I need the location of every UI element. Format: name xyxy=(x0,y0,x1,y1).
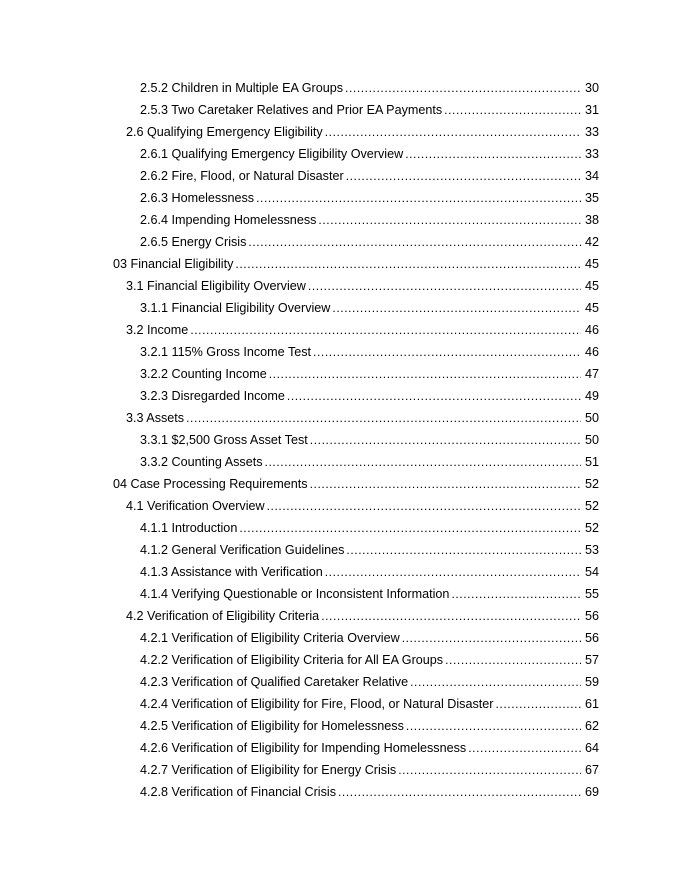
toc-dot-leader xyxy=(313,341,581,363)
toc-dot-leader xyxy=(256,187,581,209)
toc-entry-title: 3.2.1 115% Gross Income Test xyxy=(140,345,312,359)
toc-page-number: 57 xyxy=(584,653,599,667)
table-of-contents xyxy=(0,77,680,803)
toc-dot-leader xyxy=(265,451,581,473)
toc-entry[interactable] xyxy=(140,429,680,451)
toc-dot-leader xyxy=(444,99,581,121)
toc-dot-leader xyxy=(325,121,581,143)
toc-entry-title: 2.6.5 Energy Crisis xyxy=(140,235,247,249)
toc-page-number: 67 xyxy=(584,763,599,777)
toc-page-number: 61 xyxy=(584,697,599,711)
toc-page-number: 64 xyxy=(584,741,599,755)
toc-entry-title: 4.2.2 Verification of Eligibility Criteria for All EA Groups xyxy=(140,653,444,667)
toc-entry[interactable] xyxy=(113,473,680,495)
toc-dot-leader xyxy=(398,759,581,781)
toc-dot-leader xyxy=(235,253,581,275)
toc-page-number: 46 xyxy=(584,323,599,337)
toc-page-number: 47 xyxy=(584,367,599,381)
toc-entry-title: 2.6.1 Qualifying Emergency Eligibility Overview xyxy=(140,147,404,161)
toc-page-number: 52 xyxy=(584,499,599,513)
toc-entry[interactable] xyxy=(126,407,680,429)
toc-entry-title: 3.2.3 Disregarded Income xyxy=(140,389,285,403)
toc-entry[interactable] xyxy=(140,99,680,121)
toc-dot-leader xyxy=(318,209,581,231)
toc-entry-title: 4.1 Verification Overview xyxy=(126,499,265,513)
toc-page-number: 55 xyxy=(584,587,599,601)
toc-page-number: 59 xyxy=(584,675,599,689)
toc-entry[interactable] xyxy=(140,385,680,407)
toc-dot-leader xyxy=(495,693,581,715)
toc-dot-leader xyxy=(310,473,581,495)
toc-dot-leader xyxy=(239,517,581,539)
toc-entry-title: 3.3 Assets xyxy=(126,411,185,425)
toc-page-number: 62 xyxy=(584,719,599,733)
toc-entry-title: 4.2 Verification of Eligibility Criteria xyxy=(126,609,320,623)
toc-entry-title: 2.6.4 Impending Homelessness xyxy=(140,213,317,227)
toc-entry-title: 4.2.7 Verification of Eligibility for Energy Crisis xyxy=(140,763,397,777)
toc-page-number: 49 xyxy=(584,389,599,403)
toc-entry-title: 3.3.2 Counting Assets xyxy=(140,455,263,469)
toc-dot-leader xyxy=(186,407,581,429)
toc-page-number: 53 xyxy=(584,543,599,557)
toc-page-number: 33 xyxy=(584,147,599,161)
toc-entry-title: 4.2.6 Verification of Eligibility for Impending Homelessness xyxy=(140,741,467,755)
toc-dot-leader xyxy=(451,583,581,605)
toc-dot-leader xyxy=(346,539,581,561)
toc-entry[interactable] xyxy=(140,143,680,165)
toc-entry[interactable] xyxy=(126,121,680,143)
toc-entry[interactable] xyxy=(140,781,680,803)
toc-page-number: 45 xyxy=(584,279,599,293)
toc-entry[interactable] xyxy=(140,77,680,99)
toc-entry-title: 3.2.2 Counting Income xyxy=(140,367,267,381)
toc-dot-leader xyxy=(468,737,581,759)
toc-entry-title: 2.6 Qualifying Emergency Eligibility xyxy=(126,125,323,139)
toc-page-number: 52 xyxy=(584,477,599,491)
toc-entry[interactable] xyxy=(140,341,680,363)
toc-entry[interactable] xyxy=(140,363,680,385)
toc-entry[interactable] xyxy=(140,649,680,671)
toc-dot-leader xyxy=(325,561,581,583)
toc-entry[interactable] xyxy=(140,165,680,187)
toc-entry-title: 2.6.3 Homelessness xyxy=(140,191,255,205)
toc-page-number: 45 xyxy=(584,257,599,271)
toc-dot-leader xyxy=(321,605,581,627)
toc-page-number: 45 xyxy=(584,301,599,315)
toc-entry[interactable] xyxy=(140,517,680,539)
toc-page-number: 50 xyxy=(584,433,599,447)
toc-entry-title: 4.1.4 Verifying Questionable or Inconsistent Information xyxy=(140,587,450,601)
toc-dot-leader xyxy=(308,275,581,297)
toc-entry[interactable] xyxy=(140,297,680,319)
toc-page-number: 31 xyxy=(584,103,599,117)
toc-entry-title: 3.1.1 Financial Eligibility Overview xyxy=(140,301,331,315)
toc-entry[interactable] xyxy=(140,209,680,231)
toc-dot-leader xyxy=(190,319,581,341)
toc-dot-leader xyxy=(406,715,581,737)
toc-entry-title: 4.2.1 Verification of Eligibility Criteria Overview xyxy=(140,631,400,645)
toc-entry[interactable] xyxy=(140,561,680,583)
toc-entry-title: 4.2.3 Verification of Qualified Caretaker Relative xyxy=(140,675,409,689)
toc-dot-leader xyxy=(267,495,581,517)
toc-dot-leader xyxy=(287,385,581,407)
toc-entry[interactable] xyxy=(140,187,680,209)
toc-entry[interactable] xyxy=(140,451,680,473)
toc-entry[interactable] xyxy=(126,495,680,517)
toc-page-number: 38 xyxy=(584,213,599,227)
toc-entry-title: 4.1.2 General Verification Guidelines xyxy=(140,543,345,557)
toc-entry[interactable] xyxy=(126,605,680,627)
toc-page-number: 54 xyxy=(584,565,599,579)
toc-page-number: 42 xyxy=(584,235,599,249)
toc-entry[interactable] xyxy=(140,539,680,561)
toc-dot-leader xyxy=(332,297,581,319)
toc-page-number: 34 xyxy=(584,169,599,183)
toc-entry-title: 4.2.5 Verification of Eligibility for Homelessness xyxy=(140,719,404,733)
toc-dot-leader xyxy=(345,77,581,99)
toc-entry[interactable] xyxy=(126,275,680,297)
toc-page-number: 52 xyxy=(584,521,599,535)
toc-entry[interactable] xyxy=(140,231,680,253)
toc-entry-title: 4.1.1 Introduction xyxy=(140,521,238,535)
toc-page-number: 51 xyxy=(584,455,599,469)
toc-entry-title: 2.6.2 Fire, Flood, or Natural Disaster xyxy=(140,169,344,183)
toc-entry[interactable] xyxy=(140,671,680,693)
toc-dot-leader xyxy=(248,231,581,253)
toc-page-number: 50 xyxy=(584,411,599,425)
toc-entry-title: 3.1 Financial Eligibility Overview xyxy=(126,279,306,293)
toc-dot-leader xyxy=(269,363,581,385)
toc-page-number: 33 xyxy=(584,125,599,139)
toc-entry-title: 04 Case Processing Requirements xyxy=(113,477,308,491)
toc-entry[interactable] xyxy=(113,253,680,275)
toc-entry[interactable] xyxy=(140,759,680,781)
toc-entry-title: 4.2.8 Verification of Financial Crisis xyxy=(140,785,336,799)
toc-entry[interactable] xyxy=(140,737,680,759)
toc-dot-leader xyxy=(410,671,581,693)
toc-page-number: 46 xyxy=(584,345,599,359)
toc-dot-leader xyxy=(338,781,581,803)
toc-entry-title: 2.5.2 Children in Multiple EA Groups xyxy=(140,81,344,95)
toc-dot-leader xyxy=(405,143,581,165)
toc-dot-leader xyxy=(310,429,581,451)
toc-page-number: 30 xyxy=(584,81,599,95)
toc-page-number: 56 xyxy=(584,609,599,623)
toc-dot-leader xyxy=(346,165,581,187)
toc-page-number: 69 xyxy=(584,785,599,799)
toc-entry-title: 4.2.4 Verification of Eligibility for Fire, Flood, or Natural Disaster xyxy=(140,697,494,711)
toc-page-number: 35 xyxy=(584,191,599,205)
toc-entry[interactable] xyxy=(140,693,680,715)
toc-entry-title: 03 Financial Eligibility xyxy=(113,257,234,271)
toc-page-number: 56 xyxy=(584,631,599,645)
toc-entry-title: 4.1.3 Assistance with Verification xyxy=(140,565,323,579)
toc-entry-title: 3.3.1 $2,500 Gross Asset Test xyxy=(140,433,308,447)
toc-entry[interactable] xyxy=(140,627,680,649)
toc-entry-title: 3.2 Income xyxy=(126,323,189,337)
toc-entry[interactable] xyxy=(140,583,680,605)
toc-entry[interactable] xyxy=(140,715,680,737)
toc-dot-leader xyxy=(402,627,581,649)
toc-entry[interactable] xyxy=(126,319,680,341)
toc-entry-title: 2.5.3 Two Caretaker Relatives and Prior EA Payments xyxy=(140,103,443,117)
toc-dot-leader xyxy=(445,649,581,671)
